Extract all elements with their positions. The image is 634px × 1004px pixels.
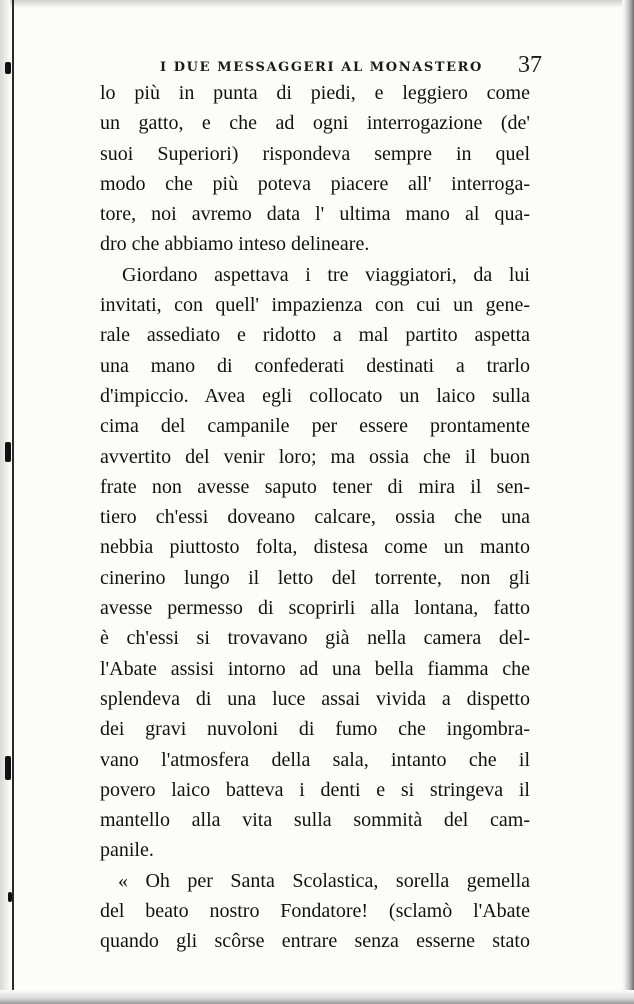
- right-page-edge: [622, 0, 634, 1004]
- text-line: modo che più poteva piacere all' interroga-: [100, 172, 530, 195]
- running-head: I DUE MESSAGGERI AL MONASTERO: [160, 60, 483, 75]
- text-line: nebbia piuttosto folta, distesa come un manto: [100, 536, 530, 559]
- text-line: splendeva di una luce assai vivida a dispetto: [100, 687, 530, 710]
- text-line: lo più in punta di piedi, e leggiero come: [100, 82, 530, 104]
- text-line: panile.: [100, 839, 154, 862]
- text-line: dro che abbiamo inteso delineare.: [100, 233, 370, 256]
- page-number: 37: [518, 52, 542, 78]
- text-line: cima del campanile per essere prontamente: [100, 415, 530, 438]
- text-line: vano l'atmosfera della sala, intanto che il: [100, 748, 530, 771]
- binding-mark: [5, 756, 11, 780]
- binding-mark: [5, 62, 11, 74]
- text-line: avesse permesso di scoprirli alla lontana, fatto: [100, 597, 530, 620]
- text-line: avvertito del venir loro; ma ossia che il buon: [100, 445, 530, 468]
- binding-edge-line: [12, 0, 14, 1004]
- top-page-edge: [0, 0, 634, 8]
- bottom-page-edge: [0, 990, 634, 1004]
- text-line: Giordano aspettava i tre viaggiatori, da lui: [122, 263, 530, 286]
- binding-mark: [8, 892, 12, 902]
- text-line: quando gli scôrse entrare senza esserne stato: [100, 930, 530, 953]
- text-line: povero laico batteva i denti e si stringeva il: [100, 778, 530, 801]
- binding-gutter: [0, 0, 10, 1004]
- text-line: cinerino lungo il letto del torrente, non gli: [100, 566, 530, 589]
- text-line: tiero ch'essi doveano calcare, ossia che una: [100, 506, 530, 529]
- text-line: « Oh per Santa Scolastica, sorella gemella: [118, 869, 530, 892]
- binding-mark: [5, 442, 11, 462]
- text-line: tore, noi avremo data l' ultima mano al qua-: [100, 203, 530, 226]
- text-body: [100, 78, 530, 957]
- text-line: frate non avesse saputo tener di mira il sen-: [100, 475, 530, 498]
- text-line: rale assediato e ridotto a mal partito aspetta: [100, 324, 530, 347]
- text-line: d'impiccio. Avea egli collocato un laico sulla: [100, 384, 530, 407]
- text-line: del beato nostro Fondatore! (sclamò l'Abate: [100, 900, 530, 923]
- text-line: l'Abate assisi intorno ad una bella fiamma che: [100, 657, 530, 680]
- text-line: invitati, con quell' impazienza con cui un gene-: [100, 294, 530, 317]
- text-line: è ch'essi si trovavano già nella camera del-: [100, 627, 530, 650]
- text-line: una mano di confederati destinati a trarlo: [100, 354, 530, 377]
- text-line: dei gravi nuvoloni di fumo che ingombra-: [100, 718, 530, 741]
- text-line: suoi Superiori) rispondeva sempre in quel: [100, 142, 530, 165]
- text-line: un gatto, e che ad ogni interrogazione (de': [100, 112, 530, 135]
- text-line: mantello alla vita sulla sommità del cam-: [100, 809, 530, 832]
